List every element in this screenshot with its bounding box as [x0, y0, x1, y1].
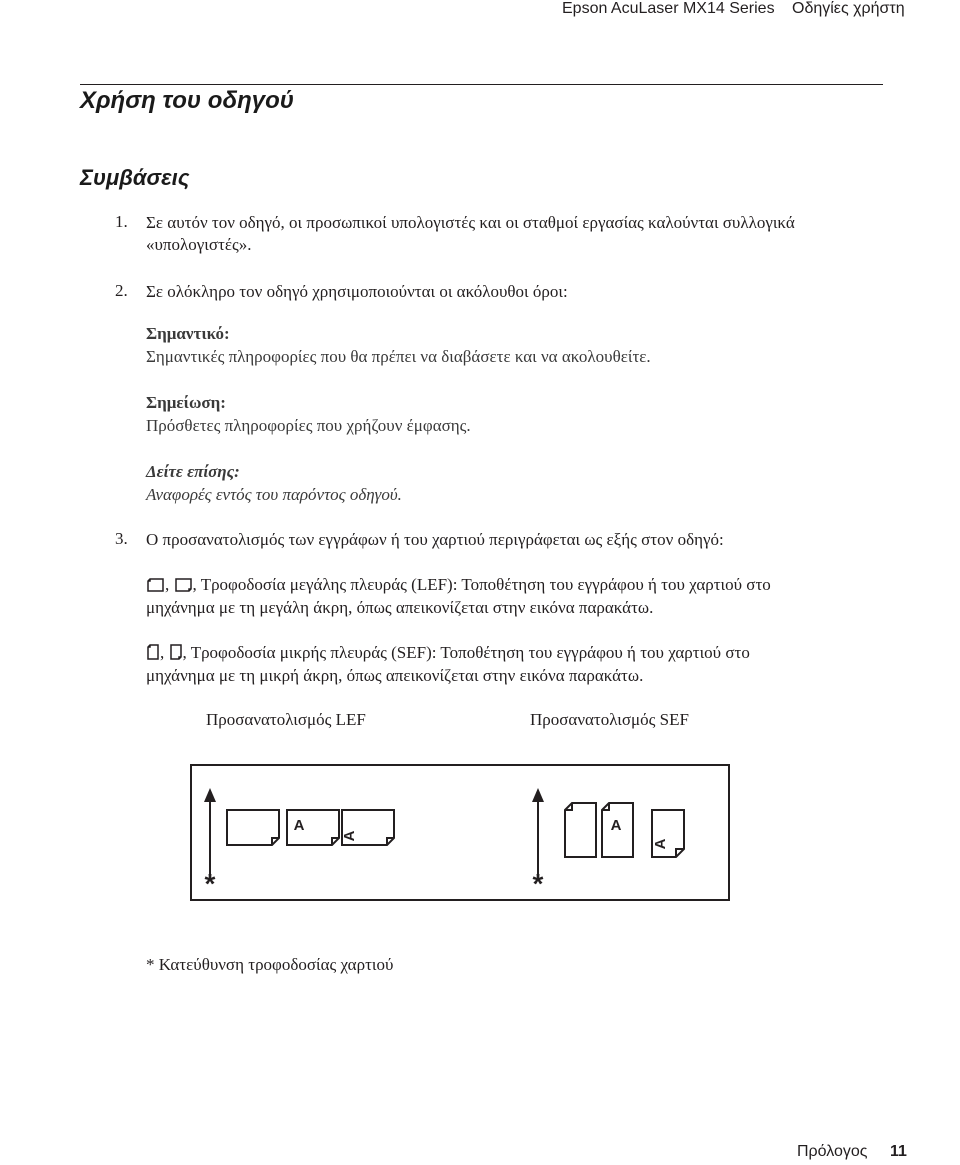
sef-line-1	[146, 642, 750, 664]
sef-page-rotated-letter	[652, 810, 684, 857]
header-rule	[80, 84, 883, 85]
sef-line-2: μηχάνημα με τη μικρή άκρη, όπως απεικονίζεται στην εικόνα παρακάτω.	[146, 666, 644, 685]
item-1-line-2: «υπολογιστές».	[146, 235, 252, 254]
item-2-line-1: Σε ολόκληρο τον οδηγό χρησιμοποιούνται οι ακόλουθοι όροι:	[146, 282, 568, 301]
term-important-text: Σημαντικές πληροφορίες που θα πρέπει να διαβάσετε και να ακολουθείτε.	[146, 347, 651, 366]
lef-description-1: , Τροφοδοσία μεγάλης πλευράς (LEF): Τοποθέτηση του εγγράφου ή του χαρτιού στο	[192, 575, 771, 594]
sef-page-letter	[602, 803, 633, 857]
sef-page-blank	[565, 803, 596, 857]
sef-rotated-icon	[169, 643, 183, 661]
orientation-figure	[190, 764, 730, 901]
header-product-name: Epson AcuLaser MX14 Series	[562, 0, 775, 17]
term-important-label: Σημαντικό:	[146, 324, 230, 343]
lef-portrait-icon	[146, 577, 165, 593]
lef-rotated-icon	[174, 577, 193, 593]
page-title: Χρήση του οδηγού	[80, 87, 294, 114]
item-2-number: 2.	[115, 281, 128, 300]
term-note-label: Σημείωση:	[146, 393, 226, 412]
figure-footnote: * Κατεύθυνση τροφοδοσίας χαρτιού	[146, 955, 394, 974]
lef-page-letter	[287, 810, 339, 845]
lef-icon-separator: ,	[165, 575, 170, 594]
header-section-name: Οδηγίες χρήστη	[792, 0, 905, 17]
item-3-line-1: Ο προσανατολισμός των εγγράφων ή του χαρτιού περιγράφεται ως εξής στον οδηγό:	[146, 530, 724, 549]
lef-page-letter-text: A	[293, 817, 305, 834]
orientation-figure-drawing	[192, 766, 728, 899]
sef-icon-separator: ,	[160, 643, 165, 662]
sef-description-1: , Τροφοδοσία μικρής πλευράς (SEF): Τοποθέτηση του εγγράφου ή του χαρτιού στο	[182, 643, 750, 662]
lef-line-2: μηχάνημα με τη μεγάλη άκρη, όπως απεικονίζεται στην εικόνα παρακάτω.	[146, 598, 654, 617]
lef-line-1	[146, 574, 771, 596]
sef-page-letter-text: A	[610, 817, 622, 834]
term-note-text: Πρόσθετες πληροφορίες που χρήζουν έμφασης.	[146, 416, 471, 435]
sef-rotated-letter-text: A	[652, 838, 669, 850]
item-3-number: 3.	[115, 529, 128, 548]
lef-rotated-letter-text: A	[341, 830, 358, 842]
section-title: Συμβάσεις	[80, 165, 190, 190]
lef-figure-caption: Προσανατολισμός LEF	[206, 710, 366, 729]
item-1-number: 1.	[115, 212, 128, 231]
footer-section-name: Πρόλογος	[797, 1143, 868, 1160]
item-1-line-1: Σε αυτόν τον οδηγό, οι προσωπικοί υπολογιστές και οι σταθμοί εργασίας καλούνται συλλογικά	[146, 213, 795, 232]
sef-figure-caption: Προσανατολισμός SEF	[530, 710, 689, 729]
lef-feed-arrow	[204, 788, 216, 874]
sef-feed-marker: *	[532, 868, 544, 899]
lef-page-blank	[227, 810, 279, 845]
sef-feed-arrow	[532, 788, 544, 874]
sef-portrait-icon	[146, 643, 160, 661]
term-seealso-label: Δείτε επίσης:	[146, 462, 240, 481]
lef-feed-marker: *	[204, 868, 216, 899]
term-seealso-text: Αναφορές εντός του παρόντος οδηγού.	[146, 485, 402, 504]
lef-page-rotated-letter	[341, 810, 394, 845]
footer-page-number: 11	[890, 1143, 907, 1160]
